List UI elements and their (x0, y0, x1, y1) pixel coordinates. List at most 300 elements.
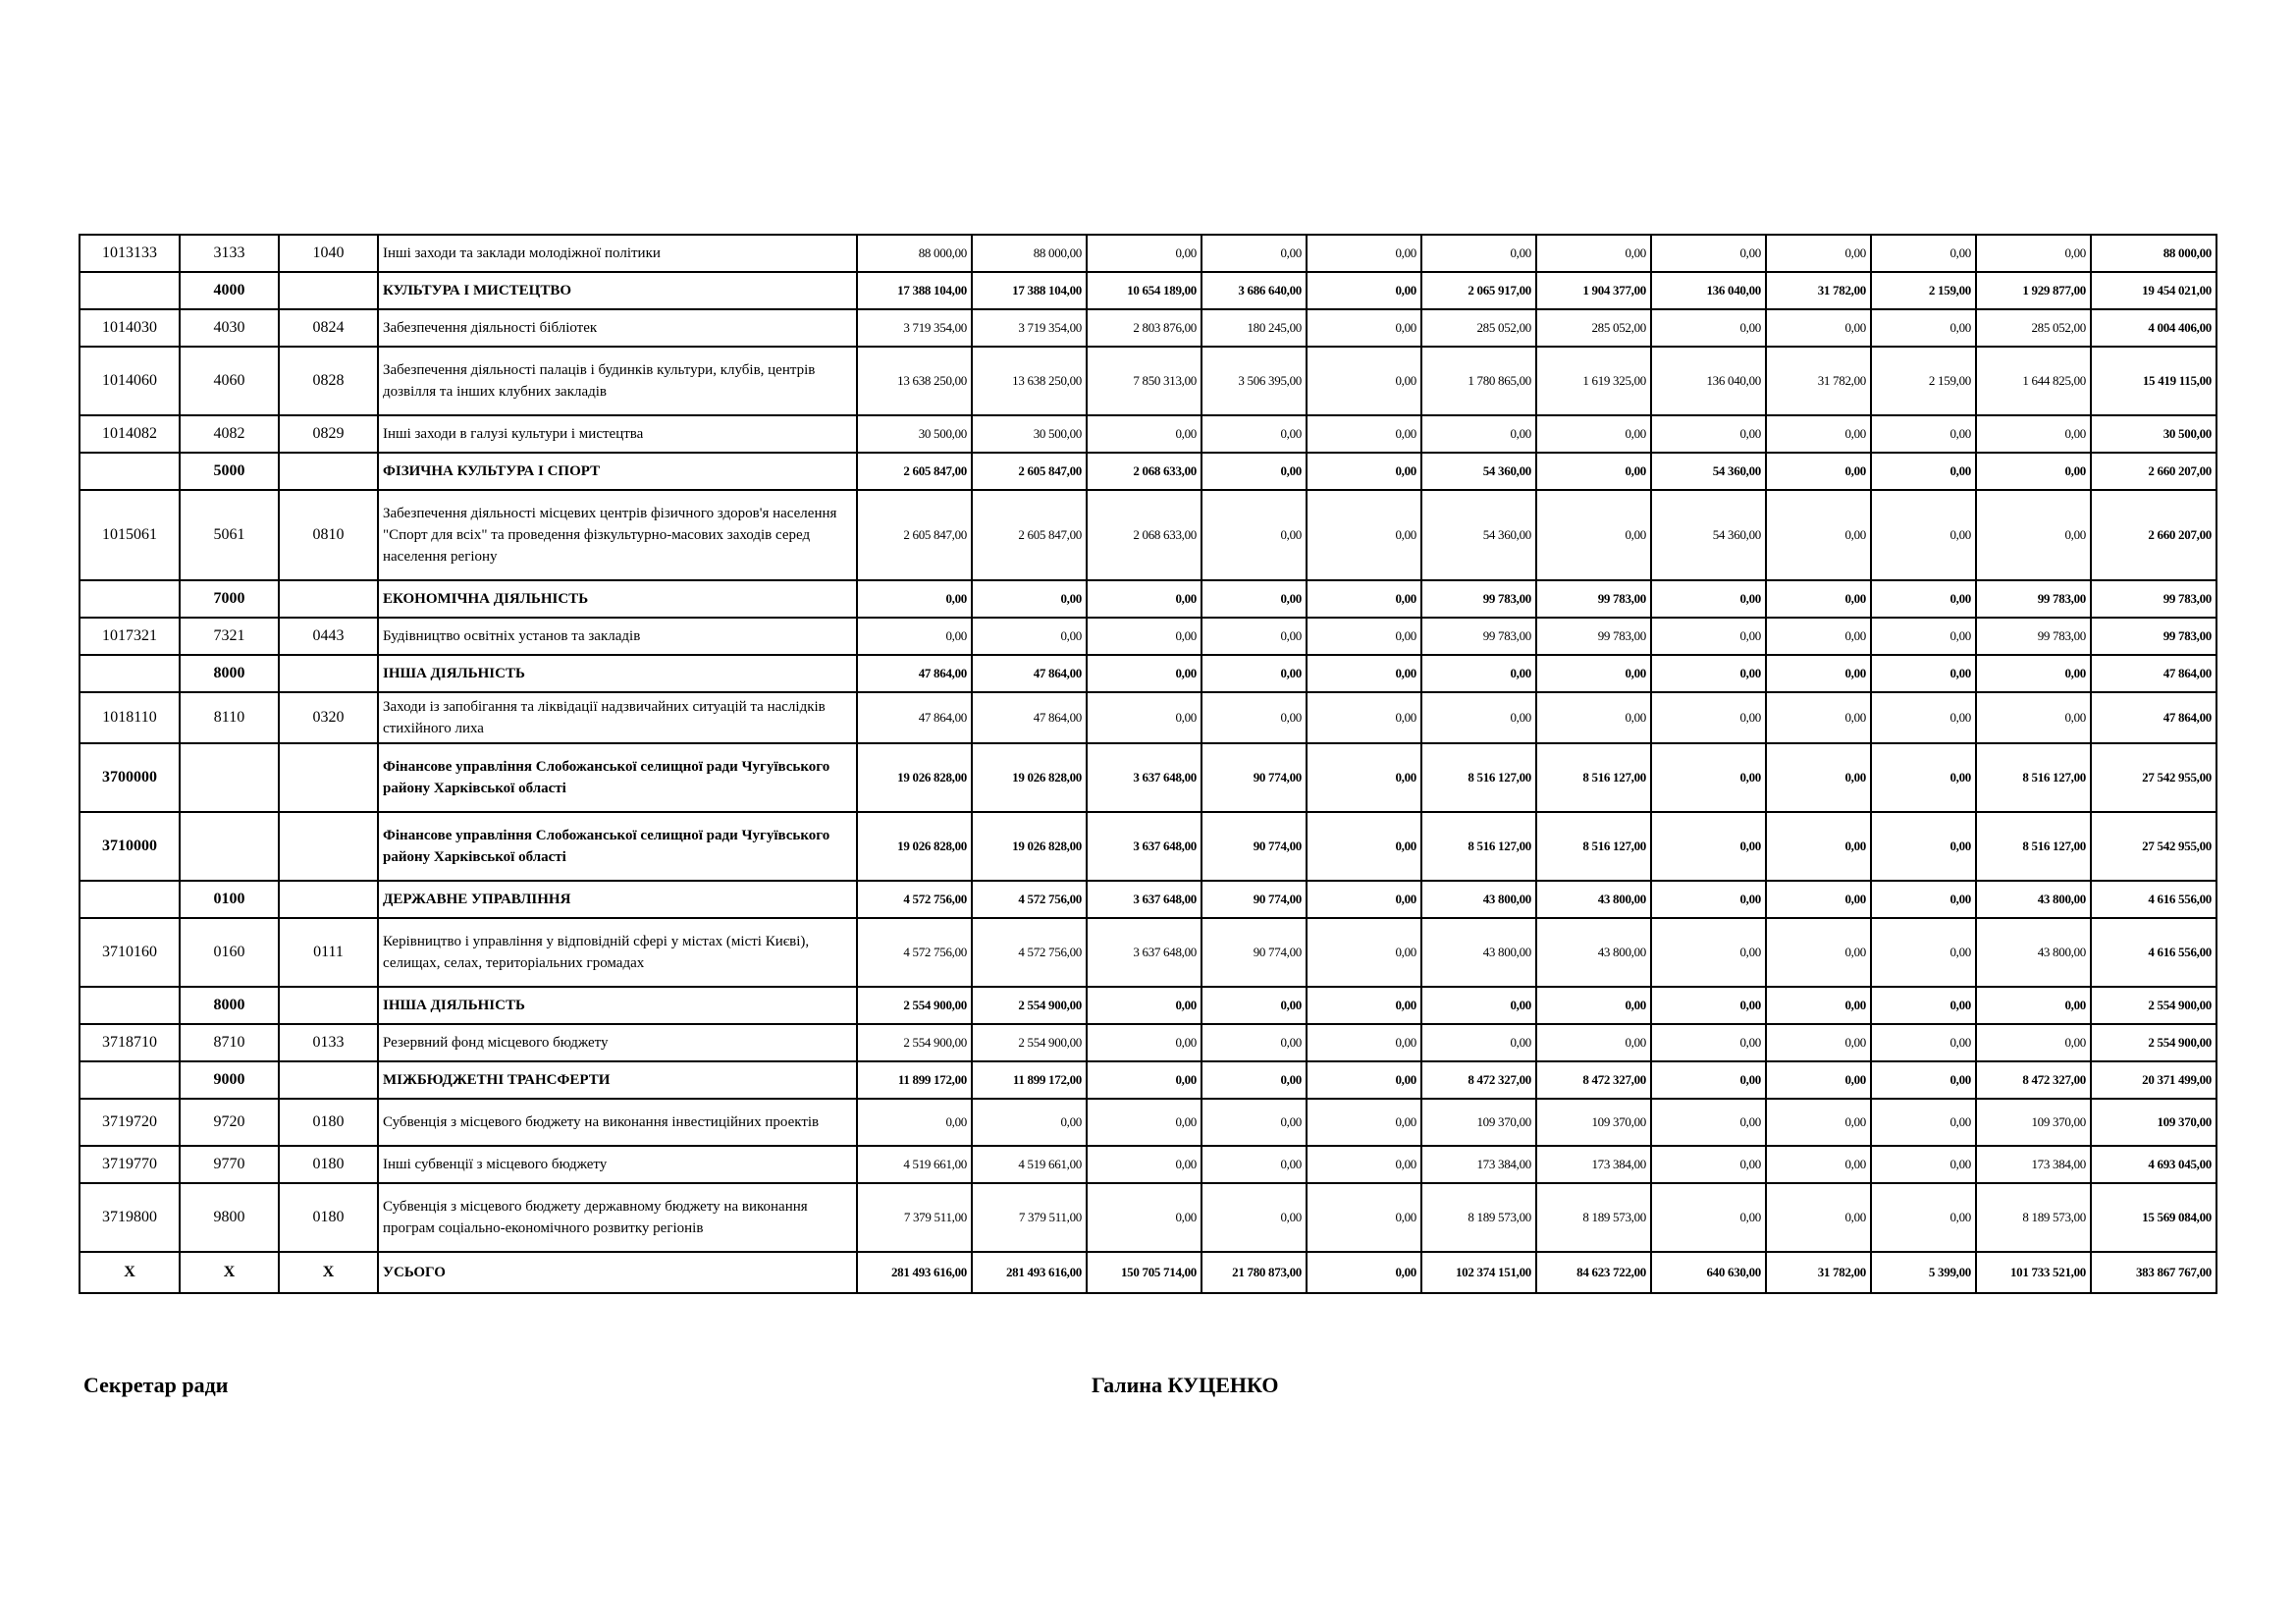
amount-cell: 99 783,00 (1976, 580, 2091, 618)
amount-cell: 2 605 847,00 (972, 453, 1087, 490)
item-name-cell: ІНША ДІЯЛЬНІСТЬ (378, 655, 857, 692)
amount-cell: 2 554 900,00 (972, 987, 1087, 1024)
amount-cell: 19 026 828,00 (972, 743, 1087, 812)
program-code-cell: X (80, 1252, 180, 1293)
amount-cell: 8 516 127,00 (1421, 812, 1536, 881)
amount-cell: 27 542 955,00 (2091, 743, 2216, 812)
amount-cell: 3 719 354,00 (857, 309, 972, 347)
amount-cell: 2 803 876,00 (1087, 309, 1201, 347)
program-code-cell: 3710000 (80, 812, 180, 881)
amount-cell: 0,00 (1766, 490, 1871, 580)
item-name-cell: Забезпечення діяльності місцевих центрів фізичного здоров'я населення "Спорт для всіх" та проведення фізкультурно-масових заходів серед населення регіону (378, 490, 857, 580)
amount-cell: 13 638 250,00 (972, 347, 1087, 415)
amount-cell: 1 904 377,00 (1536, 272, 1651, 309)
table-row (80, 1024, 2216, 1061)
amount-cell: 640 630,00 (1651, 1252, 1766, 1293)
item-name-cell: Керівництво і управління у відповідній сфері у містах (місті Києві), селищах, селах, територіальних громадах (378, 918, 857, 987)
amount-cell: 0,00 (1536, 692, 1651, 743)
amount-cell: 21 780 873,00 (1201, 1252, 1307, 1293)
table-row (80, 490, 2216, 580)
amount-cell: 0,00 (1651, 580, 1766, 618)
kpkv-code-cell: 7321 (180, 618, 279, 655)
amount-cell: 0,00 (1087, 1024, 1201, 1061)
amount-cell: 0,00 (1536, 655, 1651, 692)
table-row (80, 987, 2216, 1024)
kpkv-code-cell: 8110 (180, 692, 279, 743)
amount-cell: 0,00 (1201, 1061, 1307, 1099)
amount-cell: 0,00 (1087, 1061, 1201, 1099)
amount-cell: 0,00 (1307, 1146, 1421, 1183)
amount-cell: 0,00 (1976, 692, 2091, 743)
amount-cell: 90 774,00 (1201, 743, 1307, 812)
amount-cell: 43 800,00 (1421, 918, 1536, 987)
amount-cell: 8 189 573,00 (1536, 1183, 1651, 1252)
amount-cell: 10 654 189,00 (1087, 272, 1201, 309)
kpkv-code-cell: 9720 (180, 1099, 279, 1146)
amount-cell: 0,00 (1871, 1146, 1976, 1183)
amount-cell: 0,00 (1201, 1183, 1307, 1252)
amount-cell: 43 800,00 (1536, 918, 1651, 987)
amount-cell: 3 506 395,00 (1201, 347, 1307, 415)
amount-cell: 0,00 (1651, 655, 1766, 692)
amount-cell: 3 637 648,00 (1087, 881, 1201, 918)
table-row (80, 918, 2216, 987)
amount-cell: 0,00 (1307, 490, 1421, 580)
amount-cell: 19 454 021,00 (2091, 272, 2216, 309)
amount-cell: 0,00 (1536, 235, 1651, 272)
amount-cell: 0,00 (1871, 415, 1976, 453)
table-row (80, 1183, 2216, 1252)
table-row (80, 1099, 2216, 1146)
amount-cell: 8 472 327,00 (1976, 1061, 2091, 1099)
amount-cell: 0,00 (1766, 580, 1871, 618)
amount-cell: 0,00 (1871, 881, 1976, 918)
amount-cell: 31 782,00 (1766, 1252, 1871, 1293)
amount-cell: 101 733 521,00 (1976, 1252, 2091, 1293)
function-code-cell: 1040 (279, 235, 378, 272)
amount-cell: 5 399,00 (1871, 1252, 1976, 1293)
item-name-cell: Інші субвенції з місцевого бюджету (378, 1146, 857, 1183)
amount-cell: 0,00 (1087, 1099, 1201, 1146)
kpkv-code-cell: 4030 (180, 309, 279, 347)
amount-cell: 7 850 313,00 (1087, 347, 1201, 415)
function-code-cell: 0111 (279, 918, 378, 987)
amount-cell: 0,00 (1087, 655, 1201, 692)
amount-cell: 0,00 (1651, 987, 1766, 1024)
amount-cell: 3 637 648,00 (1087, 812, 1201, 881)
amount-cell: 0,00 (1307, 347, 1421, 415)
program-code-cell (80, 881, 180, 918)
amount-cell: 90 774,00 (1201, 918, 1307, 987)
amount-cell: 99 783,00 (1421, 618, 1536, 655)
table-row (80, 1252, 2216, 1293)
amount-cell: 4 572 756,00 (972, 881, 1087, 918)
amount-cell: 30 500,00 (2091, 415, 2216, 453)
table-row (80, 1061, 2216, 1099)
item-name-cell: ЕКОНОМІЧНА ДІЯЛЬНІСТЬ (378, 580, 857, 618)
item-name-cell: Забезпечення діяльності палаців і будинків культури, клубів, центрів дозвілля та інших клубних закладів (378, 347, 857, 415)
amount-cell: 0,00 (1307, 812, 1421, 881)
amount-cell: 0,00 (1421, 655, 1536, 692)
amount-cell: 0,00 (1201, 490, 1307, 580)
kpkv-code-cell (180, 743, 279, 812)
function-code-cell (279, 453, 378, 490)
amount-cell: 0,00 (1421, 987, 1536, 1024)
kpkv-code-cell: 4082 (180, 415, 279, 453)
amount-cell: 0,00 (1651, 692, 1766, 743)
amount-cell: 4 616 556,00 (2091, 881, 2216, 918)
amount-cell: 4 572 756,00 (972, 918, 1087, 987)
item-name-cell: Фінансове управління Слобожанської селищної ради Чугуївського району Харківської області (378, 743, 857, 812)
amount-cell: 0,00 (1976, 415, 2091, 453)
amount-cell: 0,00 (1307, 987, 1421, 1024)
amount-cell: 0,00 (1087, 692, 1201, 743)
amount-cell: 0,00 (1307, 1252, 1421, 1293)
amount-cell: 0,00 (1766, 812, 1871, 881)
amount-cell: 173 384,00 (1421, 1146, 1536, 1183)
amount-cell: 0,00 (1201, 1099, 1307, 1146)
amount-cell: 0,00 (1087, 1146, 1201, 1183)
amount-cell: 0,00 (1536, 490, 1651, 580)
table-row (80, 309, 2216, 347)
amount-cell: 0,00 (1307, 453, 1421, 490)
function-code-cell: 0443 (279, 618, 378, 655)
amount-cell: 0,00 (1307, 235, 1421, 272)
kpkv-code-cell: 5000 (180, 453, 279, 490)
amount-cell: 0,00 (1871, 1099, 1976, 1146)
amount-cell: 3 637 648,00 (1087, 743, 1201, 812)
program-code-cell (80, 987, 180, 1024)
amount-cell: 30 500,00 (972, 415, 1087, 453)
amount-cell: 0,00 (1307, 655, 1421, 692)
amount-cell: 0,00 (972, 1099, 1087, 1146)
amount-cell: 15 569 084,00 (2091, 1183, 2216, 1252)
amount-cell: 0,00 (1766, 415, 1871, 453)
amount-cell: 99 783,00 (1421, 580, 1536, 618)
amount-cell: 0,00 (1421, 1024, 1536, 1061)
amount-cell: 0,00 (1307, 881, 1421, 918)
amount-cell: 0,00 (1307, 1024, 1421, 1061)
amount-cell: 2 554 900,00 (2091, 1024, 2216, 1061)
amount-cell: 102 374 151,00 (1421, 1252, 1536, 1293)
amount-cell: 0,00 (1651, 1024, 1766, 1061)
amount-cell: 180 245,00 (1201, 309, 1307, 347)
program-code-cell: 3710160 (80, 918, 180, 987)
amount-cell: 90 774,00 (1201, 812, 1307, 881)
function-code-cell: 0180 (279, 1146, 378, 1183)
amount-cell: 0,00 (1307, 272, 1421, 309)
amount-cell: 4 693 045,00 (2091, 1146, 2216, 1183)
amount-cell: 0,00 (1536, 415, 1651, 453)
amount-cell: 285 052,00 (1536, 309, 1651, 347)
kpkv-code-cell: 4060 (180, 347, 279, 415)
amount-cell: 0,00 (1871, 1061, 1976, 1099)
amount-cell: 0,00 (1087, 580, 1201, 618)
amount-cell: 2 660 207,00 (2091, 453, 2216, 490)
amount-cell: 2 159,00 (1871, 347, 1976, 415)
table-row (80, 272, 2216, 309)
amount-cell: 43 800,00 (1421, 881, 1536, 918)
amount-cell: 2 068 633,00 (1087, 453, 1201, 490)
amount-cell: 0,00 (1421, 692, 1536, 743)
amount-cell: 0,00 (1201, 618, 1307, 655)
amount-cell: 2 605 847,00 (857, 490, 972, 580)
amount-cell: 0,00 (1871, 918, 1976, 987)
program-code-cell (80, 272, 180, 309)
kpkv-code-cell: 8710 (180, 1024, 279, 1061)
amount-cell: 0,00 (1201, 655, 1307, 692)
amount-cell: 8 516 127,00 (1536, 812, 1651, 881)
kpkv-code-cell: 4000 (180, 272, 279, 309)
amount-cell: 150 705 714,00 (1087, 1252, 1201, 1293)
amount-cell: 0,00 (1871, 812, 1976, 881)
amount-cell: 0,00 (1307, 918, 1421, 987)
amount-cell: 0,00 (1536, 453, 1651, 490)
table-row (80, 453, 2216, 490)
amount-cell: 0,00 (1201, 235, 1307, 272)
amount-cell: 99 783,00 (2091, 580, 2216, 618)
amount-cell: 0,00 (1201, 453, 1307, 490)
amount-cell: 0,00 (1536, 1024, 1651, 1061)
function-code-cell (279, 580, 378, 618)
amount-cell: 0,00 (1766, 655, 1871, 692)
amount-cell: 0,00 (1201, 987, 1307, 1024)
table-row (80, 692, 2216, 743)
item-name-cell: Резервний фонд місцевого бюджету (378, 1024, 857, 1061)
function-code-cell: 0810 (279, 490, 378, 580)
amount-cell: 19 026 828,00 (972, 812, 1087, 881)
amount-cell: 0,00 (1201, 1024, 1307, 1061)
amount-cell: 0,00 (972, 580, 1087, 618)
amount-cell: 2 554 900,00 (2091, 987, 2216, 1024)
amount-cell: 4 572 756,00 (857, 918, 972, 987)
amount-cell: 383 867 767,00 (2091, 1252, 2216, 1293)
amount-cell: 17 388 104,00 (857, 272, 972, 309)
amount-cell: 0,00 (1087, 987, 1201, 1024)
amount-cell: 0,00 (1651, 1183, 1766, 1252)
amount-cell: 90 774,00 (1201, 881, 1307, 918)
amount-cell: 109 370,00 (1421, 1099, 1536, 1146)
amount-cell: 109 370,00 (2091, 1099, 2216, 1146)
amount-cell: 0,00 (1976, 453, 2091, 490)
amount-cell: 84 623 722,00 (1536, 1252, 1651, 1293)
amount-cell: 43 800,00 (1976, 918, 2091, 987)
kpkv-code-cell: 9000 (180, 1061, 279, 1099)
amount-cell: 109 370,00 (1976, 1099, 2091, 1146)
amount-cell: 285 052,00 (1976, 309, 2091, 347)
table-row (80, 1146, 2216, 1183)
amount-cell: 0,00 (1307, 1061, 1421, 1099)
amount-cell: 0,00 (1307, 1183, 1421, 1252)
item-name-cell: ДЕРЖАВНЕ УПРАВЛІННЯ (378, 881, 857, 918)
amount-cell: 0,00 (1766, 618, 1871, 655)
amount-cell: 0,00 (1976, 235, 2091, 272)
amount-cell: 0,00 (1976, 490, 2091, 580)
amount-cell: 54 360,00 (1421, 490, 1536, 580)
amount-cell: 47 864,00 (2091, 655, 2216, 692)
amount-cell: 0,00 (1651, 918, 1766, 987)
kpkv-code-cell: 8000 (180, 987, 279, 1024)
amount-cell: 0,00 (1871, 1183, 1976, 1252)
item-name-cell: ІНША ДІЯЛЬНІСТЬ (378, 987, 857, 1024)
amount-cell: 8 516 127,00 (1536, 743, 1651, 812)
amount-cell: 19 026 828,00 (857, 743, 972, 812)
amount-cell: 0,00 (1307, 415, 1421, 453)
function-code-cell (279, 881, 378, 918)
item-name-cell: Фінансове управління Слобожанської селищної ради Чугуївського району Харківської області (378, 812, 857, 881)
table-row (80, 881, 2216, 918)
amount-cell: 136 040,00 (1651, 272, 1766, 309)
amount-cell: 0,00 (1651, 309, 1766, 347)
function-code-cell: 0320 (279, 692, 378, 743)
amount-cell: 4 616 556,00 (2091, 918, 2216, 987)
amount-cell: 30 500,00 (857, 415, 972, 453)
function-code-cell (279, 987, 378, 1024)
item-name-cell: Будівництво освітніх установ та закладів (378, 618, 857, 655)
item-name-cell: ФІЗИЧНА КУЛЬТУРА І СПОРТ (378, 453, 857, 490)
amount-cell: 0,00 (1651, 415, 1766, 453)
kpkv-code-cell: 0100 (180, 881, 279, 918)
amount-cell: 0,00 (1307, 309, 1421, 347)
amount-cell: 0,00 (1871, 490, 1976, 580)
amount-cell: 0,00 (1536, 987, 1651, 1024)
amount-cell: 11 899 172,00 (857, 1061, 972, 1099)
amount-cell: 0,00 (1766, 881, 1871, 918)
amount-cell: 2 660 207,00 (2091, 490, 2216, 580)
program-code-cell: 1013133 (80, 235, 180, 272)
amount-cell: 0,00 (1201, 580, 1307, 618)
kpkv-code-cell: 5061 (180, 490, 279, 580)
amount-cell: 99 783,00 (1976, 618, 2091, 655)
table-row (80, 812, 2216, 881)
kpkv-code-cell: 8000 (180, 655, 279, 692)
amount-cell: 0,00 (1766, 309, 1871, 347)
item-name-cell: Забезпечення діяльності бібліотек (378, 309, 857, 347)
amount-cell: 0,00 (1087, 235, 1201, 272)
program-code-cell: 3700000 (80, 743, 180, 812)
amount-cell: 99 783,00 (1536, 580, 1651, 618)
function-code-cell: 0828 (279, 347, 378, 415)
amount-cell: 4 004 406,00 (2091, 309, 2216, 347)
kpkv-code-cell (180, 812, 279, 881)
amount-cell: 0,00 (972, 618, 1087, 655)
amount-cell: 2 605 847,00 (972, 490, 1087, 580)
amount-cell: 0,00 (1871, 453, 1976, 490)
amount-cell: 0,00 (1766, 743, 1871, 812)
program-code-cell: 3719720 (80, 1099, 180, 1146)
amount-cell: 0,00 (857, 618, 972, 655)
table-body (80, 235, 2216, 1293)
amount-cell: 54 360,00 (1651, 490, 1766, 580)
amount-cell: 1 929 877,00 (1976, 272, 2091, 309)
amount-cell: 3 719 354,00 (972, 309, 1087, 347)
amount-cell: 0,00 (1651, 1099, 1766, 1146)
amount-cell: 8 516 127,00 (1976, 812, 2091, 881)
amount-cell: 2 065 917,00 (1421, 272, 1536, 309)
amount-cell: 0,00 (1871, 692, 1976, 743)
function-code-cell (279, 812, 378, 881)
amount-cell: 2 605 847,00 (857, 453, 972, 490)
amount-cell: 8 189 573,00 (1421, 1183, 1536, 1252)
function-code-cell: 0133 (279, 1024, 378, 1061)
amount-cell: 47 864,00 (857, 692, 972, 743)
function-code-cell (279, 1061, 378, 1099)
program-code-cell (80, 453, 180, 490)
amount-cell: 99 783,00 (1536, 618, 1651, 655)
amount-cell: 88 000,00 (857, 235, 972, 272)
table-row (80, 618, 2216, 655)
amount-cell: 0,00 (1087, 1183, 1201, 1252)
amount-cell: 11 899 172,00 (972, 1061, 1087, 1099)
amount-cell: 0,00 (1766, 1061, 1871, 1099)
function-code-cell (279, 272, 378, 309)
amount-cell: 27 542 955,00 (2091, 812, 2216, 881)
amount-cell: 0,00 (1201, 415, 1307, 453)
amount-cell: 0,00 (1307, 580, 1421, 618)
table-row (80, 235, 2216, 272)
amount-cell: 0,00 (1766, 692, 1871, 743)
program-code-cell: 1017321 (80, 618, 180, 655)
program-code-cell: 3719770 (80, 1146, 180, 1183)
item-name-cell: Заходи із запобігання та ліквідації надзвичайних ситуацій та наслідків стихійного лиха (378, 692, 857, 743)
amount-cell: 0,00 (1201, 692, 1307, 743)
program-code-cell (80, 655, 180, 692)
program-code-cell (80, 1061, 180, 1099)
amount-cell: 0,00 (1651, 235, 1766, 272)
amount-cell: 0,00 (1651, 1061, 1766, 1099)
program-code-cell: 3719800 (80, 1183, 180, 1252)
kpkv-code-cell: 9800 (180, 1183, 279, 1252)
amount-cell: 88 000,00 (2091, 235, 2216, 272)
amount-cell: 17 388 104,00 (972, 272, 1087, 309)
item-name-cell: КУЛЬТУРА І МИСТЕЦТВО (378, 272, 857, 309)
function-code-cell: 0180 (279, 1099, 378, 1146)
kpkv-code-cell: 9770 (180, 1146, 279, 1183)
amount-cell: 0,00 (1307, 618, 1421, 655)
amount-cell: 2 159,00 (1871, 272, 1976, 309)
amount-cell: 8 472 327,00 (1421, 1061, 1536, 1099)
amount-cell: 0,00 (1766, 918, 1871, 987)
amount-cell: 31 782,00 (1766, 347, 1871, 415)
item-name-cell: Інші заходи в галузі культури і мистецтва (378, 415, 857, 453)
amount-cell: 0,00 (1766, 1146, 1871, 1183)
amount-cell: 2 554 900,00 (857, 1024, 972, 1061)
amount-cell: 8 516 127,00 (1976, 743, 2091, 812)
amount-cell: 0,00 (1421, 415, 1536, 453)
amount-cell: 47 864,00 (972, 655, 1087, 692)
amount-cell: 0,00 (1307, 743, 1421, 812)
amount-cell: 173 384,00 (1536, 1146, 1651, 1183)
amount-cell: 281 493 616,00 (857, 1252, 972, 1293)
kpkv-code-cell: 3133 (180, 235, 279, 272)
program-code-cell: 1014030 (80, 309, 180, 347)
amount-cell: 0,00 (1871, 235, 1976, 272)
amount-cell: 4 519 661,00 (972, 1146, 1087, 1183)
amount-cell: 43 800,00 (1976, 881, 2091, 918)
item-name-cell: Субвенція з місцевого бюджету державному бюджету на виконання програм соціально-економічного розвитку регіонів (378, 1183, 857, 1252)
function-code-cell (279, 655, 378, 692)
amount-cell: 0,00 (1871, 618, 1976, 655)
amount-cell: 0,00 (1766, 235, 1871, 272)
secretary-label: Секретар ради (83, 1373, 229, 1397)
amount-cell: 31 782,00 (1766, 272, 1871, 309)
amount-cell: 4 519 661,00 (857, 1146, 972, 1183)
program-code-cell: 1015061 (80, 490, 180, 580)
amount-cell: 3 637 648,00 (1087, 918, 1201, 987)
amount-cell: 0,00 (1766, 453, 1871, 490)
function-code-cell: X (279, 1252, 378, 1293)
amount-cell: 7 379 511,00 (972, 1183, 1087, 1252)
